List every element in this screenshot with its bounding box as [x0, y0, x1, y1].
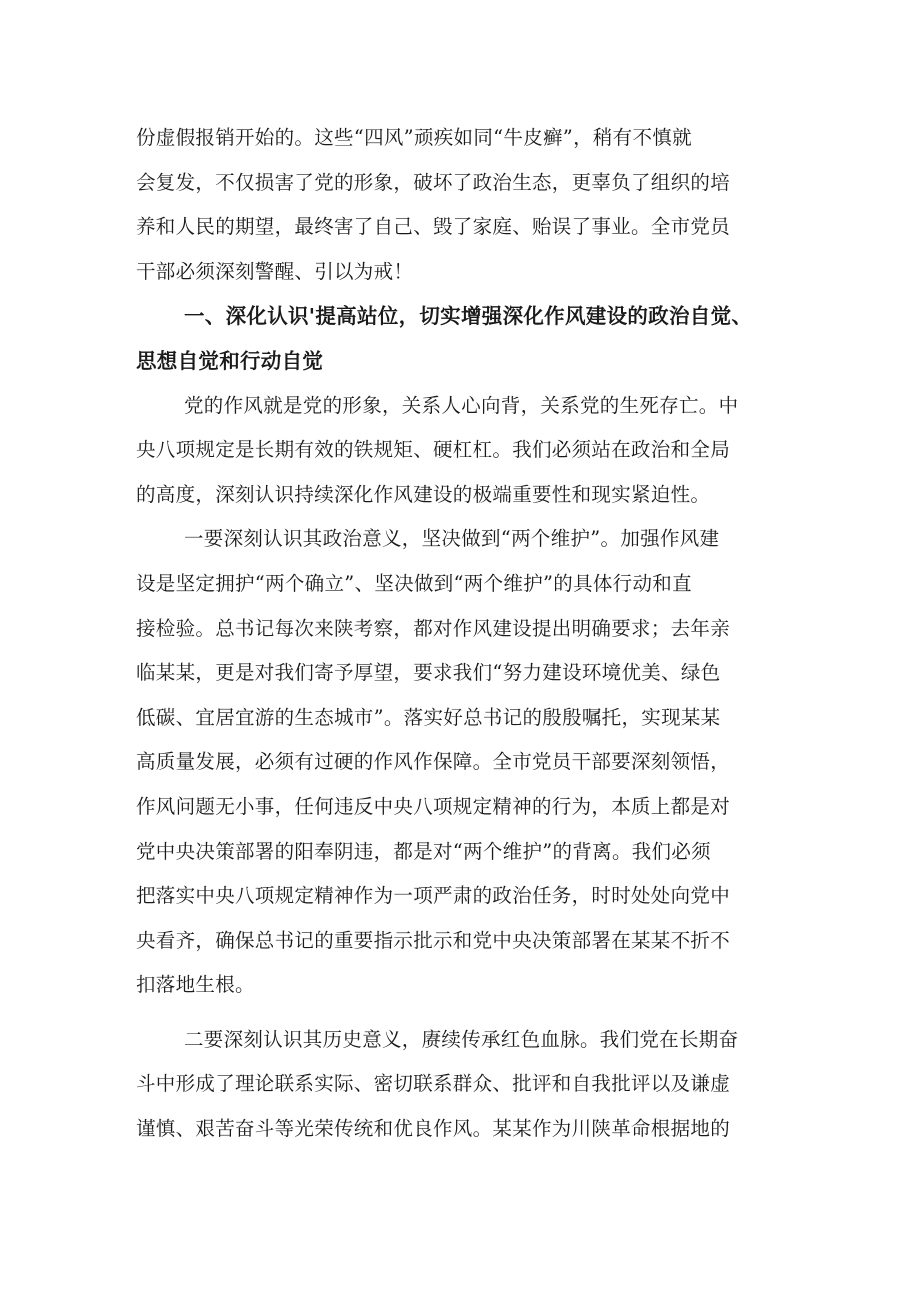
text-line: 央八项规定是长期有效的铁规矩、硬杠杠。我们必须站在政治和全局 [136, 438, 731, 462]
text-line: 临某某，更是对我们寄予厚望，要求我们“努力建设环境优美、绿色 [136, 661, 721, 685]
text-line: 低碳、宜居宜游的生态城市”。落实好总书记的殷殷嘱托，实现某某 [136, 705, 721, 729]
section-heading [136, 294, 784, 383]
document-body [136, 116, 784, 1152]
text-line: 高质量发展，必须有过硬的作风作保障。全市党员干部要深刻领悟， [136, 750, 731, 774]
paragraph-historical-significance [136, 1018, 784, 1152]
text-line: 央看齐，确保总书记的重要指示批示和党中央决策部署在某某不折不 [136, 928, 731, 952]
text-line: 养和人民的期望，最终害了自己、毁了家庭、贻误了事业。全市党员 [136, 215, 731, 239]
paragraph-party-style [136, 384, 784, 518]
text-line: 把落实中央八项规定精神作为一项严肃的政治任务，时时处处向党中 [136, 884, 731, 908]
text-line: 二要深刻认识其历史意义，赓续传承红色血脉。我们党在长期奋 [184, 1027, 739, 1051]
heading-line: 思想自觉和行动自觉 [136, 348, 324, 373]
text-line: 党中央决策部署的阳奉阴违，都是对“两个维护”的背离。我们必须 [136, 839, 711, 863]
text-line: 设是坚定拥护“两个确立”、坚决做到“两个维护”的具体行动和直 [136, 571, 692, 595]
text-line: 的高度，深刻认识持续深化作风建设的极端重要性和现实紧迫性。 [136, 482, 711, 506]
text-line: 谨慎、艰苦奋斗等光荣传统和优良作风。某某作为川陕革命根据地的 [136, 1117, 731, 1141]
text-line: 干部必须深刻警醒、引以为戒！ [136, 259, 414, 283]
text-line: 会复发，不仅损害了党的形象，破坏了政治生态，更辜负了组织的培 [136, 170, 731, 194]
text-line: 党的作风就是党的形象，关系人心向背，关系党的生死存亡。中 [184, 393, 739, 417]
paragraph-gap [136, 1008, 784, 1018]
text-line: 斗中形成了理论联系实际、密切联系群众、批评和自我批评以及谦虚 [136, 1072, 731, 1096]
text-line: 份虚假报销开始的。这些“四风”顽疾如同“牛皮癣”，稍有不慎就 [136, 126, 692, 149]
heading-line: 一、深化认识'提高站位，切实增强深化作风建设的政治自觉、 [184, 304, 753, 329]
intro-paragraph [136, 116, 784, 294]
text-line: 作风问题无小事，任何违反中央八项规定精神的行为，本质上都是对 [136, 794, 731, 818]
text-line: 接检验。总书记每次来陕考察，都对作风建设提出明确要求；去年亲 [136, 616, 731, 640]
paragraph-political-significance [136, 517, 784, 1008]
text-line: 一要深刻认识其政治意义，坚决做到“两个维护”。加强作风建 [184, 527, 720, 551]
text-line: 扣落地生根。 [136, 973, 255, 997]
